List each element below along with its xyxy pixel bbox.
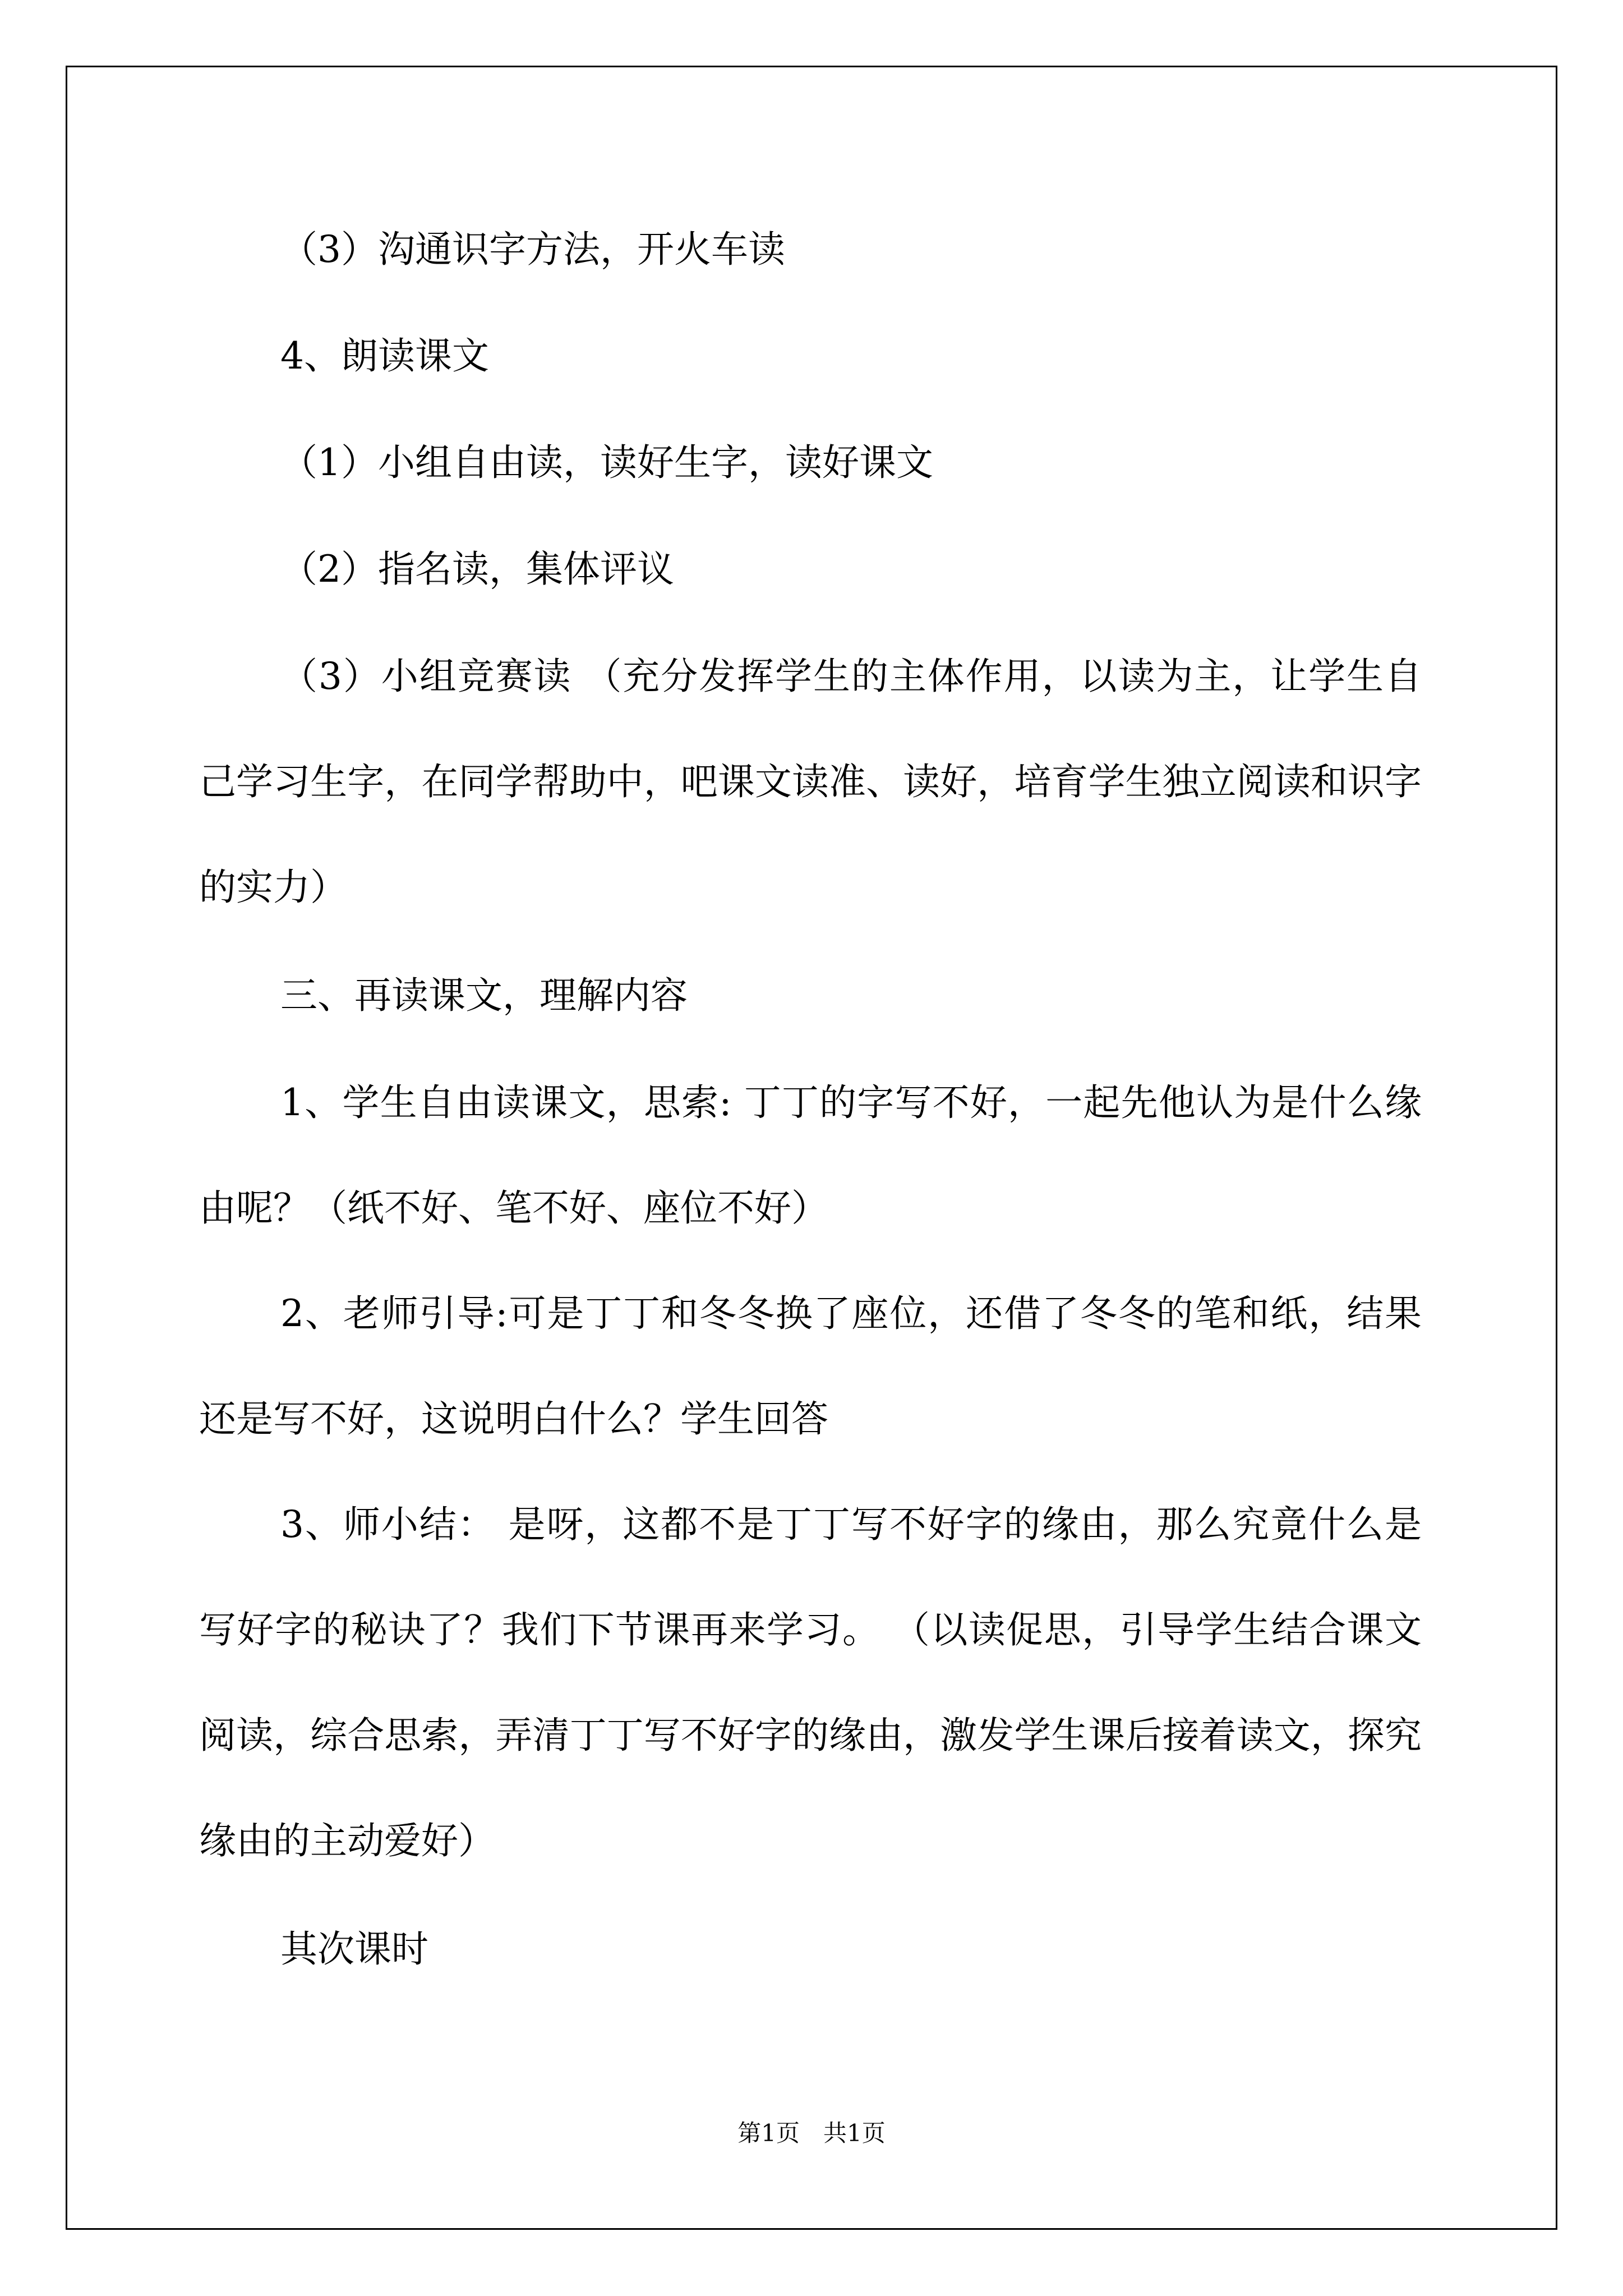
- page-footer: 第1页 共1页: [737, 2119, 886, 2147]
- paragraph-5: （3）小组竞赛读 （充分发挥学生的主体作用，以读为主，让学生自己学习生字，在同学帮助中，吧课文读准、读好，培育学生独立阅读和识字的实力）: [199, 655, 1422, 909]
- paragraph-3: （1）小组自由读，读好生字，读好课文: [280, 441, 933, 484]
- paragraph-7: 1、学生自由读课文，思索: 丁丁的字写不好，一起先他认为是什么缘由呢？（纸不好、笔不好、座位不好）: [199, 1081, 1422, 1230]
- paragraph-9: 3、师小结： 是呀，这都不是丁丁写不好字的缘由，那么究竟什么是写好字的秘诀了？我们下节课再来学习。 （以读促思，引导学生结合课文阅读，综合思索，弄清丁丁写不好字的缘由，激发学生课后接着读文，探究缘由的主动爱好）: [199, 1503, 1422, 1862]
- paragraph-4: （2）指名读，集体评议: [280, 547, 674, 591]
- paragraph-1: （3）沟通识字方法，开火车读: [280, 228, 785, 271]
- paragraph-6: 三、再读课文，理解内容: [280, 974, 688, 1017]
- paragraph-10: 其次课时: [280, 1927, 428, 1971]
- paragraph-8: 2、老师引导:可是丁丁和冬冬换了座位，还借了冬冬的笔和纸，结果还是写不好，这说明白什么？学生回答: [199, 1292, 1422, 1441]
- paragraph-2: 4、朗读课文: [280, 334, 489, 378]
